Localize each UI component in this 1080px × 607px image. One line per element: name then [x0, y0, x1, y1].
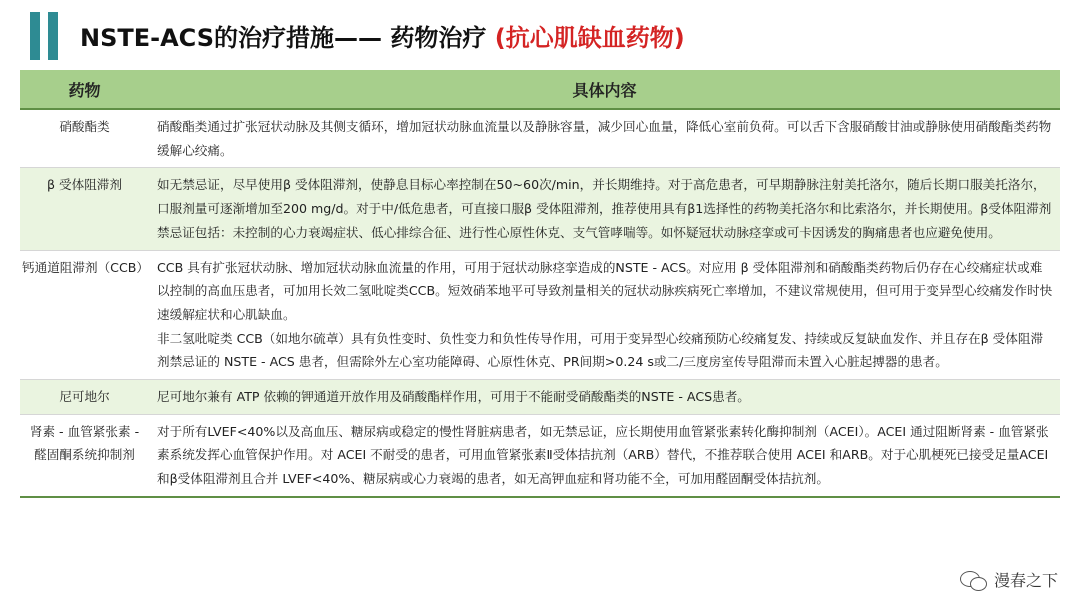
table-row — [20, 380, 1060, 415]
slide-title-main: NSTE-ACS的治疗措施—— 药物治疗 — [80, 24, 495, 52]
content-paragraph: 尼可地尔兼有 ATP 依赖的钾通道开放作用及硝酸酯样作用，可用于不能耐受硝酸酯类的NSTE - ACS患者。 — [157, 389, 750, 405]
content-paragraph: 硝酸酯类通过扩张冠状动脉及其侧支循环，增加冠状动脉血流量以及静脉容量，减少回心血量，降低心室前负荷。可以舌下含服硝酸甘油或静脉使用硝酸酯类药物缓解心绞痛。 — [157, 119, 1052, 158]
table-row — [20, 168, 1060, 250]
drug-name-cell: 尼可地尔 — [20, 380, 149, 415]
title-accent-bar-right — [48, 12, 58, 60]
drug-name-cell: 钙通道阻滞剂（CCB） — [20, 250, 149, 380]
content-paragraph: 对于所有LVEF<40%以及高血压、糖尿病或稳定的慢性肾脏病患者，如无禁忌证，应长期使用血管紧张素转化酶抑制剂（ACEI）。ACEI 通过阻断肾素 - 血管紧张素系统发挥心血管保护作用。对 ACEI 不耐受的患者，可用血管紧张素Ⅱ受体拮抗剂（ARB）替代，不推荐联合使用 ACEI 和ARB。对于心肌梗死已接受足量ACEI和β受体阻滞剂且合并 LVEF<40%、糖尿病或心力衰竭的患者，如无高钾血症和肾功能不全，可加用醛固酮受体拮抗剂。 — [157, 423, 1049, 487]
header-content: 具体内容 — [149, 70, 1060, 109]
table-header-row — [20, 70, 1060, 109]
drug-content-cell — [149, 380, 1060, 415]
drug-content-cell — [149, 168, 1060, 250]
drug-name-cell: 硝酸酯类 — [20, 109, 149, 168]
watermark-text: 漫春之下 — [993, 571, 1058, 590]
table-row — [20, 414, 1060, 497]
content-paragraph: 如无禁忌证，尽早使用β 受体阻滞剂，使静息目标心率控制在50~60次/min，并长期维持。对于高危患者，可早期静脉注射美托洛尔，随后长期口服美托洛尔，口服剂量可逐渐增加至200 mg/d。对于中/低危患者，可直接口服β 受体阻滞剂，推荐使用具有β1选择性的药物美托洛尔和比索洛尔，并长期使用。β受体阻滞剂禁忌证包括：未控制的心力衰竭症状、低心排综合征、进行性心原性休克、支气管哮喘等。如怀疑冠状动脉痉挛或可卡因诱发的胸痛患者也应避免使用。 — [157, 177, 1052, 240]
slide-title — [80, 20, 685, 56]
drug-name-cell: β 受体阻滞剂 — [20, 168, 149, 250]
slide-title-highlight: (抗心肌缺血药物) — [494, 24, 685, 52]
table-row — [20, 250, 1060, 380]
title-accent-bar-left — [30, 12, 40, 60]
watermark — [960, 568, 1058, 591]
header-drug: 药物 — [20, 70, 149, 109]
drug-content-cell — [149, 109, 1060, 168]
content-paragraph: CCB 具有扩张冠状动脉、增加冠状动脉血流量的作用，可用于冠状动脉痉挛造成的NSTE - ACS。对应用 β 受体阻滞剂和硝酸酯类药物后仍存在心绞痛症状或难以控制的高血压患者，可加用长效二氢吡啶类CCB。短效硝苯地平可导致剂量相关的冠状动脉疾病死亡率增加，不建议常规使用，但可用于变异型心绞痛发作时快速缓解症状和心肌缺血。 — [157, 259, 1053, 322]
content-paragraph: 非二氢吡啶类 CCB（如地尔硫䓬）具有负性变时、负性变力和负性传导作用，可用于变异型心绞痛预防心绞痛复发、持续或反复缺血发作、并且存在β 受体阻滞剂禁忌证的 NSTE - ACS 患者，但需除外左心室功能障碍、心原性休克、PR间期>0.24 s或二/三度房室传导阻滞而未置入心脏起搏器的患者。 — [157, 330, 1044, 370]
drug-content-cell — [149, 250, 1060, 380]
table-row — [20, 109, 1060, 168]
wechat-icon — [960, 569, 988, 591]
table-body — [20, 109, 1060, 497]
drug-name-cell: 肾素 - 血管紧张素 - 醛固酮系统抑制剂 — [20, 414, 149, 497]
drug-content-cell — [149, 414, 1060, 497]
drug-table — [20, 70, 1060, 498]
